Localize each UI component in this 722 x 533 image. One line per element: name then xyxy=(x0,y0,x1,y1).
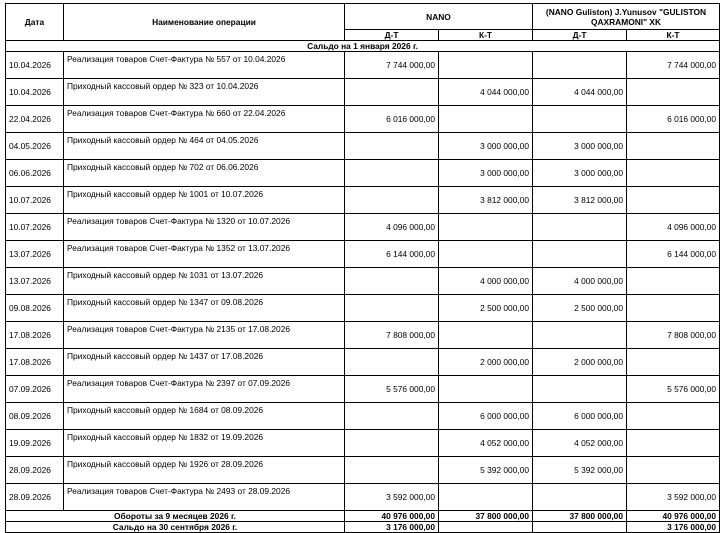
row-p1-kt xyxy=(439,106,533,133)
row-p1-dt: 5 576 000,00 xyxy=(345,376,439,403)
turnover-p1-kt: 37 800 000,00 xyxy=(439,511,533,522)
row-p1-dt: 4 096 000,00 xyxy=(345,214,439,241)
row-p1-dt xyxy=(345,457,439,484)
row-p2-kt xyxy=(627,133,720,160)
row-date: 06.06.2026 xyxy=(6,160,64,187)
row-p2-kt: 7 744 000,00 xyxy=(627,52,720,79)
row-p2-dt xyxy=(533,52,627,79)
closing-p2-kt: 3 176 000,00 xyxy=(627,522,720,533)
table-row xyxy=(6,187,720,214)
row-p2-dt: 6 000 000,00 xyxy=(533,403,627,430)
row-p2-dt: 3 812 000,00 xyxy=(533,187,627,214)
row-date: 17.08.2026 xyxy=(6,322,64,349)
row-p2-kt xyxy=(627,430,720,457)
row-p1-kt xyxy=(439,241,533,268)
row-p1-dt: 6 016 000,00 xyxy=(345,106,439,133)
turnover-row xyxy=(6,511,720,522)
row-operation: Реализация товаров Счет-Фактура № 2135 от 17.08.2026 xyxy=(64,322,345,349)
closing-p1-dt: 3 176 000,00 xyxy=(345,522,439,533)
turnover-p2-kt: 40 976 000,00 xyxy=(627,511,720,522)
row-p2-kt xyxy=(627,457,720,484)
row-p1-dt xyxy=(345,187,439,214)
row-p2-dt xyxy=(533,484,627,511)
row-p2-kt xyxy=(627,160,720,187)
table-row xyxy=(6,241,720,268)
row-date: 10.04.2026 xyxy=(6,52,64,79)
row-p2-kt xyxy=(627,403,720,430)
row-operation: Реализация товаров Счет-Фактура № 557 от 10.04.2026 xyxy=(64,52,345,79)
row-p1-kt: 4 044 000,00 xyxy=(439,79,533,106)
turnover-label: Обороты за 9 месяцев 2026 г. xyxy=(6,511,345,522)
row-p1-kt xyxy=(439,484,533,511)
row-date: 19.09.2026 xyxy=(6,430,64,457)
row-p2-dt xyxy=(533,106,627,133)
row-p1-kt: 5 392 000,00 xyxy=(439,457,533,484)
reconciliation-table xyxy=(5,3,720,533)
table-row xyxy=(6,214,720,241)
table-row xyxy=(6,295,720,322)
table-row xyxy=(6,484,720,511)
row-p1-dt xyxy=(345,79,439,106)
row-operation: Приходный кассовый ордер № 1437 от 17.08.2026 xyxy=(64,349,345,376)
row-p1-kt xyxy=(439,52,533,79)
row-p1-dt xyxy=(345,430,439,457)
row-p1-kt: 6 000 000,00 xyxy=(439,403,533,430)
row-operation: Реализация товаров Счет-Фактура № 1320 от 10.07.2026 xyxy=(64,214,345,241)
row-p2-kt: 6 016 000,00 xyxy=(627,106,720,133)
row-p1-dt: 3 592 000,00 xyxy=(345,484,439,511)
row-operation: Реализация товаров Счет-Фактура № 660 от 22.04.2026 xyxy=(64,106,345,133)
row-date: 10.07.2026 xyxy=(6,214,64,241)
row-p1-dt xyxy=(345,403,439,430)
row-p1-dt: 7 744 000,00 xyxy=(345,52,439,79)
row-p1-kt: 3 812 000,00 xyxy=(439,187,533,214)
row-p2-kt xyxy=(627,295,720,322)
row-p1-dt: 7 808 000,00 xyxy=(345,322,439,349)
row-date: 22.04.2026 xyxy=(6,106,64,133)
row-p2-dt: 2 000 000,00 xyxy=(533,349,627,376)
row-p2-kt: 6 144 000,00 xyxy=(627,241,720,268)
row-date: 17.08.2026 xyxy=(6,349,64,376)
row-p2-dt: 5 392 000,00 xyxy=(533,457,627,484)
header-party2: (NANO Guliston) J.Yunusov "GULISTON QAXRAMONI" XK xyxy=(533,4,720,30)
opening-balance-label: Сальдо на 1 января 2026 г. xyxy=(6,41,720,52)
row-p1-kt: 3 000 000,00 xyxy=(439,133,533,160)
row-p2-dt: 4 000 000,00 xyxy=(533,268,627,295)
row-date: 04.05.2026 xyxy=(6,133,64,160)
row-operation: Приходный кассовый ордер № 323 от 10.04.2026 xyxy=(64,79,345,106)
table-row xyxy=(6,133,720,160)
row-operation: Приходный кассовый ордер № 702 от 06.06.2026 xyxy=(64,160,345,187)
table-row xyxy=(6,376,720,403)
row-date: 28.09.2026 xyxy=(6,457,64,484)
row-date: 13.07.2026 xyxy=(6,241,64,268)
row-operation: Приходный кассовый ордер № 1347 от 09.08.2026 xyxy=(64,295,345,322)
table-row xyxy=(6,160,720,187)
row-operation: Приходный кассовый ордер № 1926 от 28.09.2026 xyxy=(64,457,345,484)
table-row xyxy=(6,403,720,430)
header-operation: Наименование операции xyxy=(64,4,345,41)
row-p1-kt: 4 052 000,00 xyxy=(439,430,533,457)
closing-balance-label: Сальдо на 30 сентября 2026 г. xyxy=(6,522,345,533)
row-operation: Приходный кассовый ордер № 1031 от 13.07.2026 xyxy=(64,268,345,295)
row-operation: Приходный кассовый ордер № 464 от 04.05.2026 xyxy=(64,133,345,160)
row-p2-dt: 3 000 000,00 xyxy=(533,133,627,160)
row-p1-kt: 2 000 000,00 xyxy=(439,349,533,376)
row-p2-dt xyxy=(533,322,627,349)
table-row xyxy=(6,268,720,295)
row-p2-dt: 4 052 000,00 xyxy=(533,430,627,457)
row-date: 09.08.2026 xyxy=(6,295,64,322)
table-row xyxy=(6,430,720,457)
row-p2-dt: 3 000 000,00 xyxy=(533,160,627,187)
opening-balance-row xyxy=(6,41,720,52)
closing-balance-row xyxy=(6,522,720,533)
header-p2-kt: К-Т xyxy=(627,30,720,41)
row-operation: Реализация товаров Счет-Фактура № 1352 от 13.07.2026 xyxy=(64,241,345,268)
table-row xyxy=(6,52,720,79)
row-p1-dt: 6 144 000,00 xyxy=(345,241,439,268)
header-p1-kt: К-Т xyxy=(439,30,533,41)
row-date: 10.07.2026 xyxy=(6,187,64,214)
header-p2-dt: Д-Т xyxy=(533,30,627,41)
table-row xyxy=(6,322,720,349)
row-p1-kt: 4 000 000,00 xyxy=(439,268,533,295)
header-p1-dt: Д-Т xyxy=(345,30,439,41)
table-row xyxy=(6,349,720,376)
row-p2-kt: 4 096 000,00 xyxy=(627,214,720,241)
turnover-p1-dt: 40 976 000,00 xyxy=(345,511,439,522)
row-date: 07.09.2026 xyxy=(6,376,64,403)
row-p2-kt: 3 592 000,00 xyxy=(627,484,720,511)
table-row xyxy=(6,106,720,133)
row-p1-kt xyxy=(439,322,533,349)
row-operation: Приходный кассовый ордер № 1684 от 08.09.2026 xyxy=(64,403,345,430)
row-operation: Реализация товаров Счет-Фактура № 2493 от 28.09.2026 xyxy=(64,484,345,511)
header-row xyxy=(6,4,720,30)
row-p1-dt xyxy=(345,349,439,376)
row-p1-dt xyxy=(345,160,439,187)
row-p1-dt xyxy=(345,133,439,160)
row-p2-dt: 2 500 000,00 xyxy=(533,295,627,322)
row-p2-kt xyxy=(627,268,720,295)
row-p1-dt xyxy=(345,295,439,322)
table-row xyxy=(6,79,720,106)
row-date: 08.09.2026 xyxy=(6,403,64,430)
row-date: 13.07.2026 xyxy=(6,268,64,295)
closing-p2-dt xyxy=(533,522,627,533)
row-p2-kt: 7 808 000,00 xyxy=(627,322,720,349)
row-operation: Реализация товаров Счет-Фактура № 2397 от 07.09.2026 xyxy=(64,376,345,403)
row-date: 28.09.2026 xyxy=(6,484,64,511)
row-operation: Приходный кассовый ордер № 1832 от 19.09.2026 xyxy=(64,430,345,457)
row-date: 10.04.2026 xyxy=(6,79,64,106)
row-operation: Приходный кассовый ордер № 1001 от 10.07.2026 xyxy=(64,187,345,214)
row-p2-dt: 4 044 000,00 xyxy=(533,79,627,106)
row-p2-kt xyxy=(627,79,720,106)
row-p1-kt xyxy=(439,214,533,241)
row-p2-dt xyxy=(533,214,627,241)
row-p1-kt xyxy=(439,376,533,403)
header-date: Дата xyxy=(6,4,64,41)
row-p2-kt xyxy=(627,187,720,214)
row-p1-dt xyxy=(345,268,439,295)
row-p1-kt: 3 000 000,00 xyxy=(439,160,533,187)
header-party1: NANO xyxy=(345,4,533,30)
closing-p1-kt xyxy=(439,522,533,533)
row-p1-kt: 2 500 000,00 xyxy=(439,295,533,322)
row-p2-kt: 5 576 000,00 xyxy=(627,376,720,403)
row-p2-dt xyxy=(533,241,627,268)
row-p2-dt xyxy=(533,376,627,403)
row-p2-kt xyxy=(627,349,720,376)
turnover-p2-dt: 37 800 000,00 xyxy=(533,511,627,522)
table-row xyxy=(6,457,720,484)
